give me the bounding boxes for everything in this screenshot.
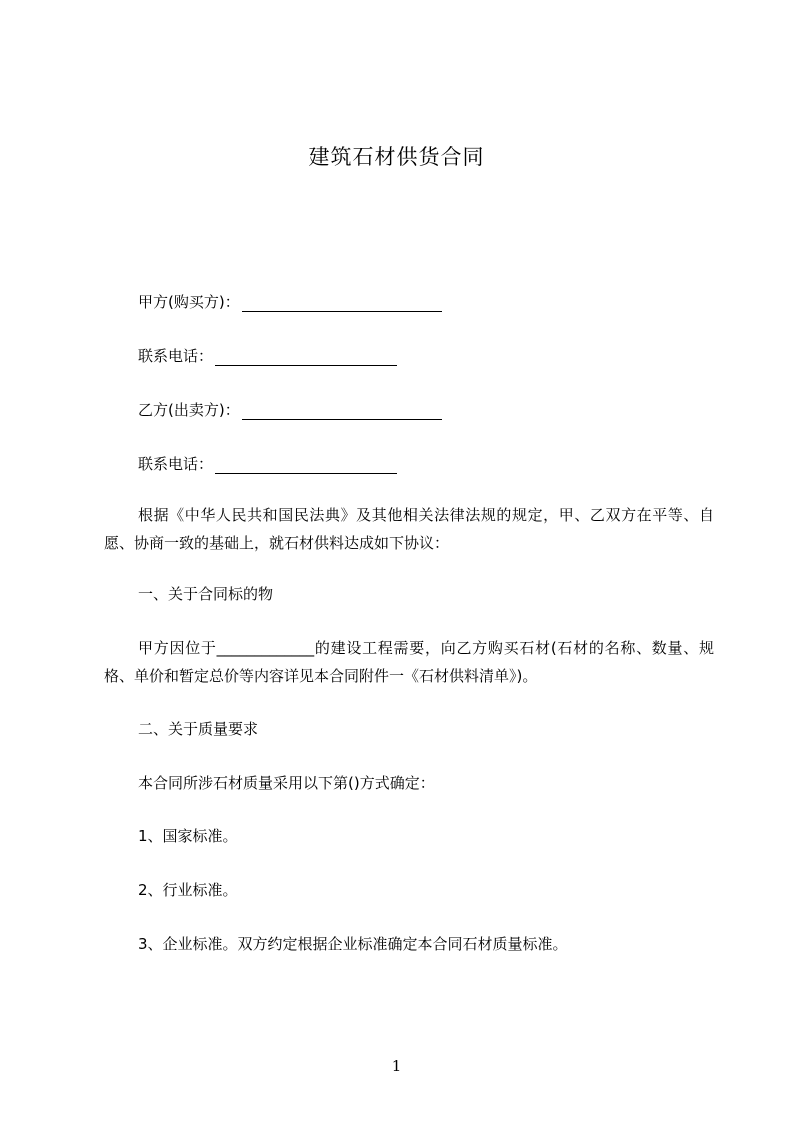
page-number: 1 [391,1057,402,1075]
option-2: 2、行业标准。 [138,881,238,899]
section2-heading: 二、关于质量要求 [138,720,259,738]
preamble-paragraph: 根据《中华人民共和国民法典》及其他相关法律法规的规定，甲、乙双方在平等、自愿、协商一致的基础上，就石材供料达成如下协议： [104,506,714,552]
document-title: 建筑石材供货合同 [308,145,485,169]
option-1: 1、国家标准。 [138,827,238,845]
party-a-phone-field [138,346,397,366]
section1-heading: 一、关于合同标的物 [138,585,274,603]
party-b-phone-label: 联系电话： [138,455,214,473]
party-b-blank[interactable] [242,404,442,420]
option-3: 3、企业标准。双方约定根据企业标准确定本合同石材质量标准。 [138,935,568,953]
party-a-label: 甲方(购买方)： [138,293,240,311]
party-b-field [138,400,442,420]
party-a-phone-label: 联系电话： [138,347,214,365]
party-b-phone-field [138,454,397,474]
party-a-phone-blank[interactable] [215,350,397,366]
party-a-blank[interactable] [242,296,442,312]
section2-intro: 本合同所涉石材质量采用以下第()方式确定： [138,774,435,792]
party-a-field [138,292,442,312]
party-b-phone-blank[interactable] [215,458,397,474]
party-b-label: 乙方(出卖方)： [138,401,240,419]
section1-paragraph: 甲方因位于_____________的建设工程需要，向乙方购买石材(石材的名称、数量、规格、单价和暂定总价等内容详见本合同附件一《石材供料清单》)。 [104,639,714,685]
